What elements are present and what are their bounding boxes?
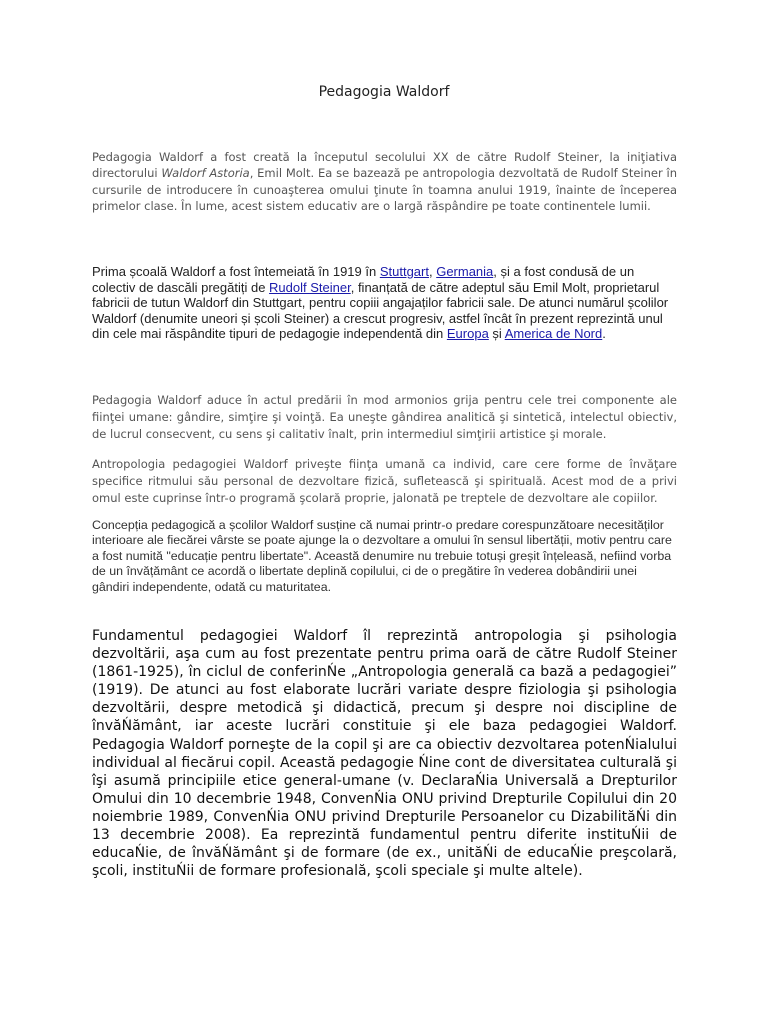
paragraph-2-text-1: Prima școală Waldorf a fost întemeiată în 1919 în <box>92 264 380 279</box>
link-rudolf-steiner[interactable]: Rudolf Steiner <box>269 279 351 295</box>
link-europa[interactable]: Europa <box>446 326 489 341</box>
link-germania[interactable]: Germania <box>436 264 494 279</box>
paragraph-2-text-4: , finanțată de către adeptul său Emil Molt, proprietarul fabricii de tutun Waldorf din Stuttgart, pentru copiii angajaților fabricii sale. De atunci numărul școlilor Waldorf (denumite uneori și școli Steiner) a crescut progresiv, astfel încât în prezent reprezintă unul din cele mai răspândite tipuri de pedagogie independentă din <box>92 279 669 341</box>
page-title: Pedagogia Waldorf <box>318 84 450 100</box>
paragraph-4: Antropologia pedagogiei Waldorf priveşte fiinţa umană ca individ, care cere forme de învăţare specifice ritmului său personal de dezvoltare fizică, sufletească şi spirituală. Acest mod de a privi omul este cuprinse într-o programă şcolară proprie, jalonată pe treptele de dezvoltare ale copiilor. <box>92 457 677 505</box>
paragraph-2-text-3: , și a fost condusă de un colectiv de dascăli pregătiți de <box>92 264 635 295</box>
paragraph-1 <box>92 149 677 215</box>
paragraph-1-text-a: Pedagogia Waldorf a fost creată la începutul secolului XX de către Rudolf Steiner, la iniţiativa directorului <box>92 150 677 181</box>
paragraph-3: Pedagogia Waldorf aduce în actul predării în mod armonios grija pentru cele trei componente ale fiinţei umane: gândire, simţire şi voinţă. Ea uneşte gândirea analitică şi sintetică, intelectul obiectiv, de lucrul consecvent, cu sens şi calitativ înalt, prin intermediul simţirii artistice şi morale. <box>92 393 677 441</box>
paragraph-5: Concepția pedagogică a școlilor Waldorf susține că numai printr-o predare corespunzătoare necesităților interioare ale fiecărei vârste se poate ajunge la o dezvoltare a omului în sensul libertății, motiv pentru care a fost numită "educație pentru libertate". Această denumire nu trebuie totuși greșit înțeleasă, nefiind vorba de un învățământ ce acordă o libertate deplină copilului, ci de o pregătire în vederea dobândirii unei gândiri independente, odată cu maturitatea. <box>92 518 672 594</box>
paragraph-2 <box>92 264 677 342</box>
link-america-de-nord[interactable]: America de Nord <box>504 326 603 341</box>
link-stuttgart[interactable]: Stuttgart <box>379 264 429 279</box>
paragraph-6: Fundamentul pedagogiei Waldorf îl reprezintă antropologia şi psihologia dezvoltării, aşa cum au fost prezentate pentru prima oară de către Rudolf Steiner (1861-1925), în ciclul de conferinŃe „Antropologia generală ca bază a pedagogiei” (1919). De atunci au fost elaborate lucrări variate despre fiziologia şi psihologia dezvoltării, despre metodică şi didactică, precum şi despre noi discipline de învăŃământ, iar aceste lucrări constituie şi ele baza pedagogiei Waldorf. Pedagogia Waldorf porneşte de la copil şi are ca obiectiv dezvoltarea potenŃialului individual al fiecărui copil. Această pedagogie Ńine cont de diversitatea culturală şi îşi asumă principiile etice general-umane (v. DeclaraŃia Universală a Drepturilor Omului din 10 decembrie 1948, ConvenŃia ONU privind Drepturile Copilului din 20 noiembrie 1989, ConvenŃia ONU privind Drepturile Persoanelor cu DizabilităŃi din 13 decembrie 2008). Ea reprezintă fundamentul pentru diferite instituŃii de educaŃie, de învăŃământ şi de formare (de ex., unităŃi de educaŃie preşcolară, şcoli, instituŃii de formare profesională, şcoli speciale şi multe altele). <box>92 628 677 880</box>
paragraph-2-text-2: , <box>428 264 437 279</box>
paragraph-1-text-b: , Emil Molt. Ea se bazează pe antropologia dezvoltată de Rudolf Steiner în cursurile de introducere în cunoaşterea omului ţinute în toamna anului 1919, înainte de începerea primelor clase. În lume, acest sistem educativ are o largă răspândire pe toate continentele lumii. <box>92 166 677 214</box>
paragraph-1-emphasis: Waldorf Astoria <box>161 166 250 181</box>
paragraph-2-text-6: . <box>602 326 606 341</box>
paragraph-2-text-5: și <box>488 326 505 341</box>
